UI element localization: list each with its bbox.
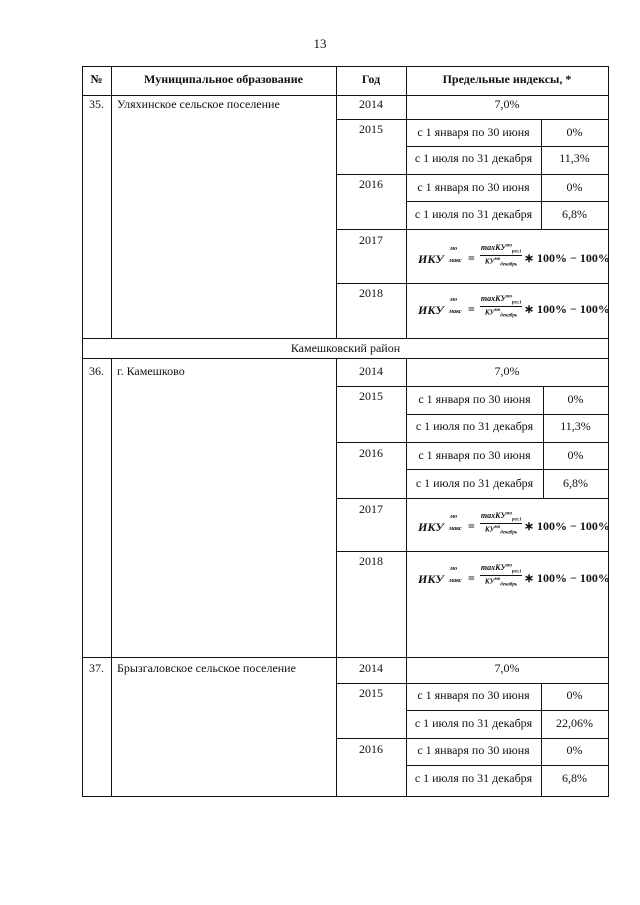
row-36-sep-2014 <box>336 386 609 387</box>
row-36-value-2016b: 6,8% <box>563 476 588 490</box>
row-36-period-2016a: с 1 января по 30 июня <box>418 448 531 462</box>
row-37-period-2015b: с 1 июля по 31 декабря <box>414 716 533 730</box>
formula-numerator-sup: мо <box>506 511 512 517</box>
row-35-formula-2018 <box>418 289 618 329</box>
formula-denominator: $КУ^{мо}_{декабрь}$ <box>484 257 518 268</box>
row-35-sep-2014 <box>336 119 609 120</box>
row-35-value-2015b: 11,3% <box>559 151 590 165</box>
header-municipality: Муниципальное образование <box>144 72 303 86</box>
row-36-formula-2018 <box>418 558 618 598</box>
formula-numerator-sub: рег.i <box>511 300 522 306</box>
header-year: Год <box>361 72 381 86</box>
row-35-period-2016a: с 1 января по 30 июня <box>417 180 530 194</box>
row-37-year-2016: 2016 <box>359 742 383 756</box>
row-35-formula-2017 <box>418 238 618 278</box>
section-title: Камешковский район <box>290 341 401 355</box>
row-37-sep-2015-mid <box>406 710 609 711</box>
table-left-border <box>82 66 83 797</box>
formula-lhs-sup: мо <box>450 246 458 252</box>
formula-fraction-bar <box>480 575 522 576</box>
table-top-border <box>82 66 609 67</box>
row-36-num: 36. <box>89 364 104 378</box>
row-35-period-2015a: с 1 января по 30 июня <box>417 125 530 139</box>
row-35-sep-2017 <box>336 283 609 284</box>
formula-numerator: maxКУ$^{мо}_{рег.i}$ <box>480 563 522 575</box>
row-37-year-2015: 2015 <box>359 686 383 700</box>
table-bottom-border <box>82 796 609 797</box>
formula-denominator: $КУ^{мо}_{декабрь}$ <box>484 577 518 588</box>
row-36-value-2014: 7,0% <box>494 364 520 378</box>
formula-lhs-sup: мо <box>450 514 458 520</box>
row-37-value-2015b: 22,06% <box>556 716 593 730</box>
row-37-top-border <box>82 657 609 658</box>
row-37-num: 37. <box>89 661 104 675</box>
formula-rhs: ∗ 100% − 100% <box>524 302 610 316</box>
row-36-sep-2015-mid <box>406 414 609 415</box>
row-35-year-2017: 2017 <box>359 233 383 247</box>
formula-numerator-sub: рег.i <box>511 569 522 575</box>
row-37-year-2014: 2014 <box>359 661 383 675</box>
row-37-sep-2016-mid <box>406 765 609 766</box>
formula-denominator-sub: декабрь <box>500 262 518 268</box>
row-36-value-2016a: 0% <box>567 448 584 462</box>
row-35-sep-2015-mid <box>406 146 609 147</box>
formula-denominator-sub: декабрь <box>500 582 518 588</box>
row-36-name: г. Камешково <box>117 364 185 378</box>
row-37-sep-2014 <box>336 683 609 684</box>
row-35-year-2015: 2015 <box>359 122 383 136</box>
row-37-period-2016a: с 1 января по 30 июня <box>417 743 530 757</box>
formula-denominator-sup: мо <box>494 525 501 530</box>
row-36-year-2014: 2014 <box>359 364 383 378</box>
formula-numerator-sup: мо <box>506 243 512 249</box>
row-35-value-2016a: 0% <box>566 180 583 194</box>
row-36-value-2015b: 11,3% <box>560 419 591 433</box>
row-36-year-2018: 2018 <box>359 554 383 568</box>
row-36-value-2015a: 0% <box>567 392 584 406</box>
formula-denominator-sub: декабрь <box>500 530 518 536</box>
formula-equals: = <box>468 251 475 265</box>
row-37-value-2015a: 0% <box>566 688 583 702</box>
row-36-sep-2015 <box>336 442 609 443</box>
formula-denominator-sub: декабрь <box>500 313 518 319</box>
row-37-name: Брызгаловское сельское поселение <box>117 661 296 675</box>
formula-lhs-sub: макс <box>449 309 462 315</box>
col-sep-num <box>111 66 112 338</box>
formula-fraction-bar <box>480 255 522 256</box>
formula-lhs-sub: макс <box>449 258 462 264</box>
row-35-year-2014: 2014 <box>359 97 383 111</box>
row-36-period-2016b: с 1 июля по 31 декабря <box>415 476 534 490</box>
formula-lhs-sub: макс <box>449 578 462 584</box>
row-37-sep-2015 <box>336 738 609 739</box>
row-35-sub-sep-2016 <box>541 174 542 229</box>
col-sep-name-2 <box>336 358 337 797</box>
formula-equals: = <box>468 302 475 316</box>
table-right-border <box>608 66 609 797</box>
formula-fraction-bar <box>480 523 522 524</box>
formula-equals: = <box>468 571 475 585</box>
row-37-value-2014: 7,0% <box>494 661 520 675</box>
section-top-border <box>82 338 609 339</box>
formula-lhs: ИКУ <box>418 252 444 266</box>
row-36-sep-2016 <box>336 498 609 499</box>
row-36-year-2016: 2016 <box>359 446 383 460</box>
row-35-value-2014: 7,0% <box>494 97 520 111</box>
row-35-num: 35. <box>89 97 104 111</box>
row-36-sub-sep-2016 <box>543 442 544 498</box>
row-36-period-2015b: с 1 июля по 31 декабря <box>415 419 534 433</box>
formula-lhs-sup: мо <box>450 566 458 572</box>
formula-numerator-sup: мо <box>506 563 512 569</box>
row-36-period-2015a: с 1 января по 30 июня <box>418 392 531 406</box>
row-36-formula-2017 <box>418 506 618 546</box>
formula-denominator: $КУ^{мо}_{декабрь}$ <box>484 308 518 319</box>
formula-lhs: ИКУ <box>418 572 444 586</box>
col-sep-num-2 <box>111 358 112 797</box>
formula-numerator-sup: мо <box>506 294 512 300</box>
row-35-period-2015b: с 1 июля по 31 декабря <box>414 151 533 165</box>
row-35-sep-2016-mid <box>406 201 609 202</box>
row-36-sub-sep-2015 <box>543 386 544 442</box>
formula-lhs: ИКУ <box>418 520 444 534</box>
row-37-period-2015a: с 1 января по 30 июня <box>417 688 530 702</box>
row-35-sep-2015 <box>336 174 609 175</box>
row-37-period-2016b: с 1 июля по 31 декабря <box>414 771 533 785</box>
formula-denominator-sup: мо <box>494 257 501 262</box>
formula-rhs: ∗ 100% − 100% <box>524 251 610 265</box>
row-36-sep-2017 <box>336 551 609 552</box>
row-37-sub-sep-2015 <box>541 683 542 738</box>
formula-numerator: maxКУ$^{мо}_{рег.i}$ <box>480 294 522 306</box>
formula-denominator-sup: мо <box>494 577 501 582</box>
row-35-year-2016: 2016 <box>359 177 383 191</box>
header-bottom-border <box>82 95 609 96</box>
formula-rhs: ∗ 100% − 100% <box>524 519 610 533</box>
formula-numerator: maxКУ$^{мо}_{рег.i}$ <box>480 243 522 255</box>
formula-lhs-sub: макс <box>449 526 462 532</box>
formula-numerator: maxКУ$^{мо}_{рег.i}$ <box>480 511 522 523</box>
row-37-value-2016b: 6,8% <box>562 771 587 785</box>
row-36-sep-2016-mid <box>406 469 609 470</box>
row-35-value-2015a: 0% <box>566 125 583 139</box>
formula-fraction-bar <box>480 306 522 307</box>
row-35-sep-2016 <box>336 229 609 230</box>
formula-rhs: ∗ 100% − 100% <box>524 571 610 585</box>
row-36-year-2015: 2015 <box>359 389 383 403</box>
row-36-year-2017: 2017 <box>359 502 383 516</box>
header-indices: Предельные индексы, * <box>442 72 572 86</box>
page-number: 13 <box>313 36 327 51</box>
formula-lhs: ИКУ <box>418 303 444 317</box>
row-35-year-2018: 2018 <box>359 286 383 300</box>
section-bottom-border <box>82 358 609 359</box>
header-num: № <box>90 72 103 86</box>
formula-denominator: $КУ^{мо}_{декабрь}$ <box>484 525 518 536</box>
row-35-name: Уляхинское сельское поселение <box>117 97 280 111</box>
formula-equals: = <box>468 519 475 533</box>
formula-numerator-sub: рег.i <box>511 517 522 523</box>
formula-denominator-sup: мо <box>494 308 501 313</box>
row-37-value-2016a: 0% <box>566 743 583 757</box>
row-35-period-2016b: с 1 июля по 31 декабря <box>414 207 533 221</box>
row-35-sub-sep-2015 <box>541 119 542 174</box>
row-37-sub-sep-2016 <box>541 738 542 796</box>
row-35-value-2016b: 6,8% <box>562 207 587 221</box>
formula-lhs-sup: мо <box>450 297 458 303</box>
formula-numerator-sub: рег.i <box>511 249 522 255</box>
